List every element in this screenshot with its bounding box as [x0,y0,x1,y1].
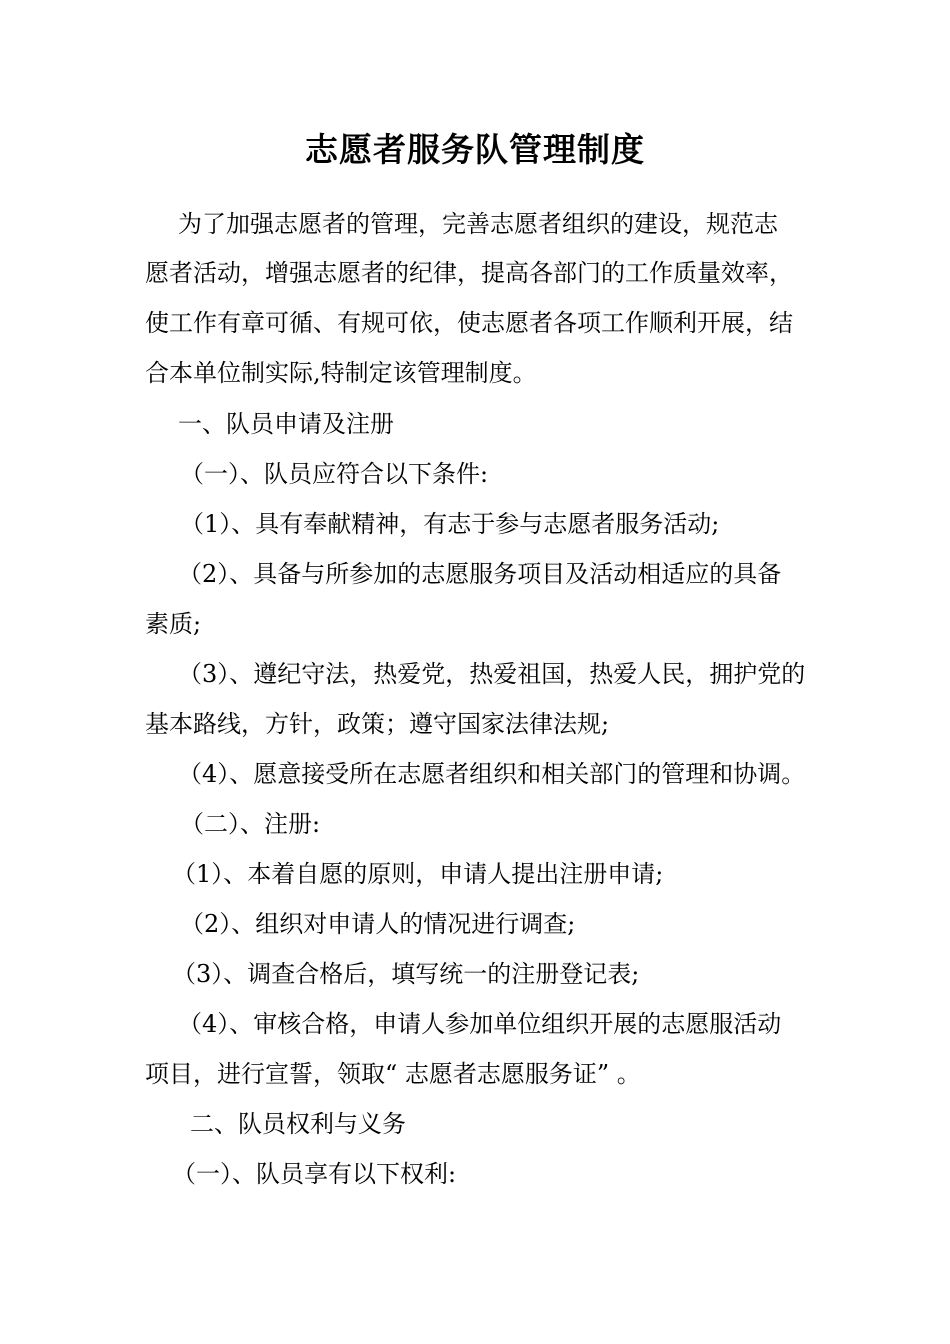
list-item: （4）、愿意接受所在志愿者组织和相关部门的管理和协调。 [178,760,806,788]
paragraph-line: 为了加强志愿者的管理，完善志愿者组织的建设，规范志 [178,210,778,238]
list-item: （2）、组织对申请人的情况进行调查; [180,910,576,938]
subsection-heading: （二）、注册: [180,810,321,838]
document-title: 志愿者服务队管理制度 [305,130,645,169]
paragraph-line: 合本单位制实际,特制定该管理制度。 [145,359,537,387]
list-item: （4）、审核合格，申请人参加单位组织开展的志愿服活动 [178,1010,782,1038]
list-item-continuation: 素质; [145,610,202,638]
list-item-continuation: 项目，进行宣誓，领取“ 志愿者志愿服务证” 。 [145,1060,641,1088]
section-heading: 二、队员权利与义务 [190,1110,406,1138]
list-item: （3）、调查合格后，填写统一的注册登记表; [172,960,640,988]
paragraph-line: 愿者活动，增强志愿者的纪律，提高各部门的工作质量效率， [145,259,793,287]
subsection-heading: （一）、队员应符合以下条件: [180,460,489,488]
paragraph-line: 使工作有章可循、有规可依，使志愿者各项工作顺利开展，结 [145,309,793,337]
section-heading: 一、队员申请及注册 [178,410,394,438]
subsection-heading: （一）、队员享有以下权利: [172,1160,457,1188]
list-item: （3）、遵纪守法，热爱党，热爱祖国，热爱人民，拥护党的 [178,660,806,688]
list-item: （1）、本着自愿的原则，申请人提出注册申请; [172,860,664,888]
list-item: （2）、具备与所参加的志愿服务项目及活动相适应的具备 [178,560,782,588]
list-item: （1）、具有奉献精神，有志于参与志愿者服务活动; [180,510,720,538]
list-item-continuation: 基本路线，方针，政策；遵守国家法律法规; [145,710,610,738]
